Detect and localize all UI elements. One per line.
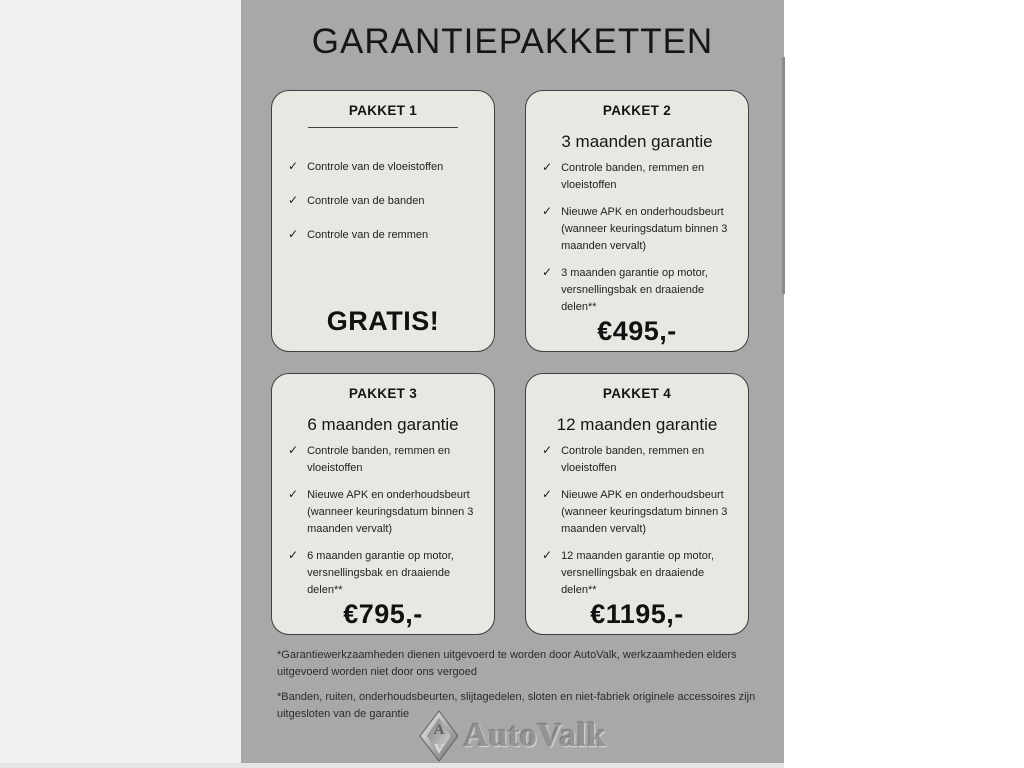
package-card-pakket-3 xyxy=(271,373,495,635)
package-feature-text: Nieuwe APK en onderhoudsbeurt (wanneer keuringsdatum binnen 3 maanden vervalt) xyxy=(561,489,728,536)
package-feature-text: Controle van de banden xyxy=(307,195,425,208)
package-feature xyxy=(542,265,732,316)
package-feature-text: Controle banden, remmen en vloeistoffen xyxy=(307,445,451,475)
package-feature xyxy=(542,160,732,194)
poster-title: GARANTIEPAKKETTEN xyxy=(311,22,714,61)
package-feature-list xyxy=(542,160,732,316)
package-subtitle: 12 maanden garantie xyxy=(556,415,718,434)
package-title: PAKKET 3 xyxy=(348,386,418,401)
check-icon: ✓ xyxy=(288,487,299,502)
package-price: €1195,- xyxy=(590,599,684,630)
package-card-pakket-4 xyxy=(525,373,749,635)
package-feature-text: Controle van de remmen xyxy=(307,229,429,242)
package-card-pakket-2 xyxy=(525,90,749,352)
garantiepakketten-poster xyxy=(241,0,784,763)
package-subtitle xyxy=(288,133,478,155)
package-feature-list xyxy=(542,443,732,599)
package-price: €795,- xyxy=(343,599,423,630)
check-icon: ✓ xyxy=(288,227,299,242)
check-icon: ✓ xyxy=(542,487,553,502)
check-icon: ✓ xyxy=(542,160,553,174)
check-icon: ✓ xyxy=(288,548,299,563)
package-title: PAKKET 1 xyxy=(348,103,418,118)
package-feature-text: 6 maanden garantie op motor, versnellingsbak en draaiende delen** xyxy=(307,550,454,597)
package-feature-text: 12 maanden garantie op motor, versnellingsbak en draaiende delen** xyxy=(561,550,714,597)
package-feature xyxy=(288,193,478,210)
package-feature xyxy=(288,487,478,538)
package-card-pakket-1 xyxy=(271,90,495,352)
autovalk-diamond-icon xyxy=(419,710,459,762)
package-subtitle: 6 maanden garantie xyxy=(307,415,459,434)
check-icon: ✓ xyxy=(288,443,299,457)
autovalk-logo xyxy=(241,710,784,762)
package-feature xyxy=(542,443,732,477)
package-feature-text: Controle banden, remmen en vloeistoffen xyxy=(561,162,705,192)
left-page-margin xyxy=(0,0,241,768)
check-icon: ✓ xyxy=(542,443,553,457)
package-feature-text: Nieuwe APK en onderhoudsbeurt (wanneer keuringsdatum binnen 3 maanden vervalt) xyxy=(561,206,728,253)
svg-text:V: V xyxy=(433,742,444,757)
package-feature-list xyxy=(288,443,478,599)
package-feature-text: 3 maanden garantie op motor, versnellingsbak en draaiende delen** xyxy=(561,267,708,314)
package-feature-text: Controle van de vloeistoffen xyxy=(307,161,444,173)
title-underline xyxy=(308,127,458,128)
check-icon: ✓ xyxy=(288,193,299,208)
package-title: PAKKET 2 xyxy=(602,103,672,118)
package-feature xyxy=(288,548,478,599)
poster-bottom-edge xyxy=(0,763,784,768)
package-feature xyxy=(542,487,732,538)
package-feature xyxy=(542,548,732,599)
check-icon: ✓ xyxy=(288,159,299,173)
package-title: PAKKET 4 xyxy=(602,386,672,401)
scrollbar-thumb[interactable] xyxy=(782,57,785,294)
check-icon: ✓ xyxy=(542,204,553,219)
package-price: GRATIS! xyxy=(326,306,440,336)
package-feature xyxy=(288,443,478,477)
package-price: €495,- xyxy=(597,316,677,347)
package-feature xyxy=(288,227,478,244)
package-subtitle: 3 maanden garantie xyxy=(561,132,713,151)
package-feature xyxy=(542,204,732,255)
package-feature-list xyxy=(288,159,478,244)
footnote-warranty-work: *Garantiewerkzaamheden dienen uitgevoerd te worden door AutoValk, werkzaamheden elders uitgevoerd worden niet door ons vergoed xyxy=(277,649,737,679)
package-feature xyxy=(288,159,478,176)
autovalk-logo-text: AutoValk xyxy=(463,717,607,754)
check-icon: ✓ xyxy=(542,265,553,280)
footnote-exclusions: *Banden, ruiten, onderhoudsbeurten, slijtagedelen, sloten en niet-fabriek originele accessoires zijn uitgesloten van de garantie xyxy=(277,691,756,721)
package-feature-text: Controle banden, remmen en vloeistoffen xyxy=(561,445,705,475)
check-icon: ✓ xyxy=(542,548,553,563)
svg-text:A: A xyxy=(433,722,445,738)
package-feature-text: Nieuwe APK en onderhoudsbeurt (wanneer keuringsdatum binnen 3 maanden vervalt) xyxy=(307,489,474,536)
